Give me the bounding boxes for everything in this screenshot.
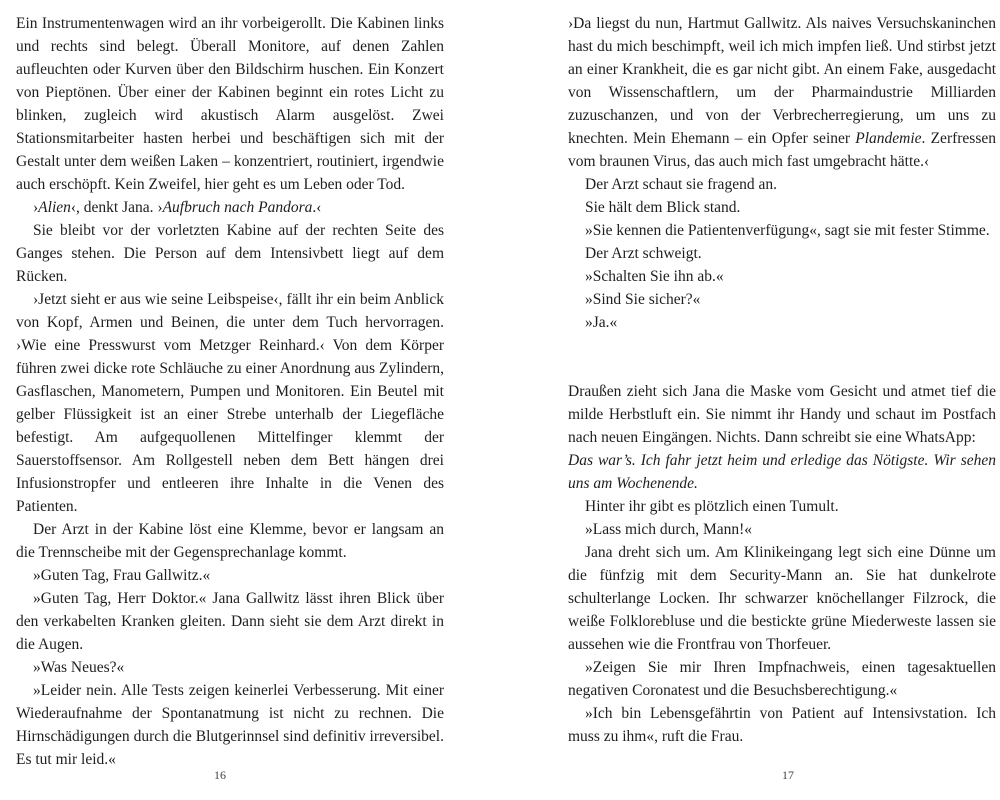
paragraph: Der Arzt schaut sie fragend an. [585, 176, 777, 193]
paragraph: Sie bleibt vor der vorletzten Kabine auf der rechten Seite des Ganges stehen. Die Person auf dem Intensivbett liegt auf dem Rücken. [16, 222, 444, 285]
paragraph: »Was Neues?« [33, 659, 125, 676]
text-run: › [33, 199, 39, 216]
left-page-text [16, 12, 444, 771]
paragraph-thought [568, 12, 996, 173]
paragraph: Der Arzt in der Kabine löst eine Klemme, bevor er langsam an die Trennscheibe mit der Gegensprechanlage kommt. [16, 521, 444, 561]
italic-text: Plandemie [855, 130, 922, 147]
text-run: ›Da liegst du nun, Hartmut Gallwitz. Als naives Versuchskaninchen hast du mich beschimpft, weil ich mich impfen ließ. Und stirbst jetzt an einer Krankheit, die es gar nicht gibt. An einem Fake, ausgedacht von Wissenschaftlern, um der Pharmaindustrie Milliarden zuzuschanzen, und von der Verbrecherregierung, um uns zu knechten. Mein Ehemann – ein Opfer seiner [568, 15, 996, 147]
paragraph: Hinter ihr gibt es plötzlich einen Tumult. [585, 498, 839, 515]
paragraph: »Zeigen Sie mir Ihren Impfnachweis, einen tagesaktuellen negativen Coronatest und die Besuchsberechtigung.« [568, 659, 996, 699]
paragraph: »Ja.« [585, 314, 618, 331]
right-page [500, 0, 1000, 800]
page-number-right: 17 [782, 768, 794, 782]
right-page-text [568, 12, 996, 748]
text-run: .‹ [312, 199, 322, 216]
paragraph: Sie hält dem Blick stand. [585, 199, 741, 216]
paragraph: »Schalten Sie ihn ab.« [585, 268, 724, 285]
paragraph: »Guten Tag, Frau Gallwitz.« [33, 567, 211, 584]
paragraph: »Sie kennen die Patientenverfügung«, sagt sie mit fester Stimme. [585, 222, 990, 239]
italic-text: Aufbruch nach Pandora [162, 199, 313, 216]
italic-text: Alien [38, 199, 71, 216]
paragraph: Ein Instrumentenwagen wird an ihr vorbeigerollt. Die Kabinen links und rechts sind belegt. Überall Monitore, auf denen Zahlen aufleuchten oder Kurven über den Bildschirm huschen. Ein Konzert von Pieptönen. Über einer der Kabinen beginnt ein rotes Licht zu blinken, zugleich wird akustisch Alarm ausgelöst. Zwei Stationsmitarbeiter hasten herbei und beschäftigen sich mit der Gestalt unter dem weißen Laken – konzentriert, routiniert, irgendwie auch erschöpft. Kein Zweifel, hier geht es um Leben oder Tod. [16, 15, 444, 193]
paragraph: Der Arzt schweigt. [585, 245, 702, 262]
paragraph: »Leider nein. Alle Tests zeigen keinerlei Verbesserung. Mit einer Wiederaufnahme der Spontanatmung ist nicht zu rechnen. Die Hirnschädigungen durch die Blutgerinnsel sind definitiv irreversibel. Es tut mir leid.« [16, 682, 444, 768]
paragraph-thought [16, 196, 444, 219]
text-run: . Zerfressen vom braunen Virus, das auch mich fast umgebracht hätte.‹ [568, 130, 996, 170]
paragraph: »Guten Tag, Herr Doktor.« Jana Gallwitz lässt ihren Blick über den verkabelten Kranken gleiten. Dann sieht sie dem Arzt direkt in die Augen. [16, 590, 444, 653]
paragraph: Jana dreht sich um. Am Klinikeingang legt sich eine Dünne um die fünfzig mit dem Security-Mann an. Sie hat dunkelrote schulterlange Locken. Ihr schwarzer knöchellanger Filzrock, die weiße Folklorebluse und die bestickte grüne Miederweste lassen sie aussehen wie die Frontfrau von Thorfeuer. [568, 544, 996, 653]
paragraph: ›Jetzt sieht er aus wie seine Leibspeise‹, fällt ihr ein beim Anblick von Kopf, Armen und Beinen, die unter dem Tuch hervorragen. ›Wie eine Presswurst vom Metzger Reinhard.‹ Von dem Körper führen zwei dicke rote Schläuche zu einer Anordnung aus Zylindern, Gasflaschen, Manometern, Pumpen und Monitoren. Ein Beutel mit gelber Flüssigkeit ist an einer Strebe unterhalb der Liegefläche befestigt. Am aufgequollenen Mittelfinger klemmt der Sauerstoffsensor. Am Rollgestell neben dem Bett hängen drei Infusionstropfer und entleeren ihre Inhalte in die Venen des Patienten. [16, 291, 444, 515]
paragraph: »Lass mich durch, Mann!« [585, 521, 753, 538]
page-number-left: 16 [214, 768, 226, 782]
paragraph: »Sind Sie sicher?« [585, 291, 701, 308]
section-start-paragraph: Draußen zieht sich Jana die Maske vom Gesicht und atmet tief die milde Herbstluft ein. Sie nimmt ihr Handy und schaut im Postfach nach neuen Eingängen. Nichts. Dann schreibt sie eine WhatsApp: [568, 383, 996, 446]
paragraph: »Ich bin Lebensgefährtin von Patient auf Intensivstation. Ich muss zu ihm«, ruft die Frau. [568, 705, 996, 745]
text-run: ‹, denkt Jana. › [70, 199, 163, 216]
whatsapp-message: Das war’s. Ich fahr jetzt heim und erledige das Nötigste. Wir sehen uns am Wochenende. [568, 452, 996, 492]
